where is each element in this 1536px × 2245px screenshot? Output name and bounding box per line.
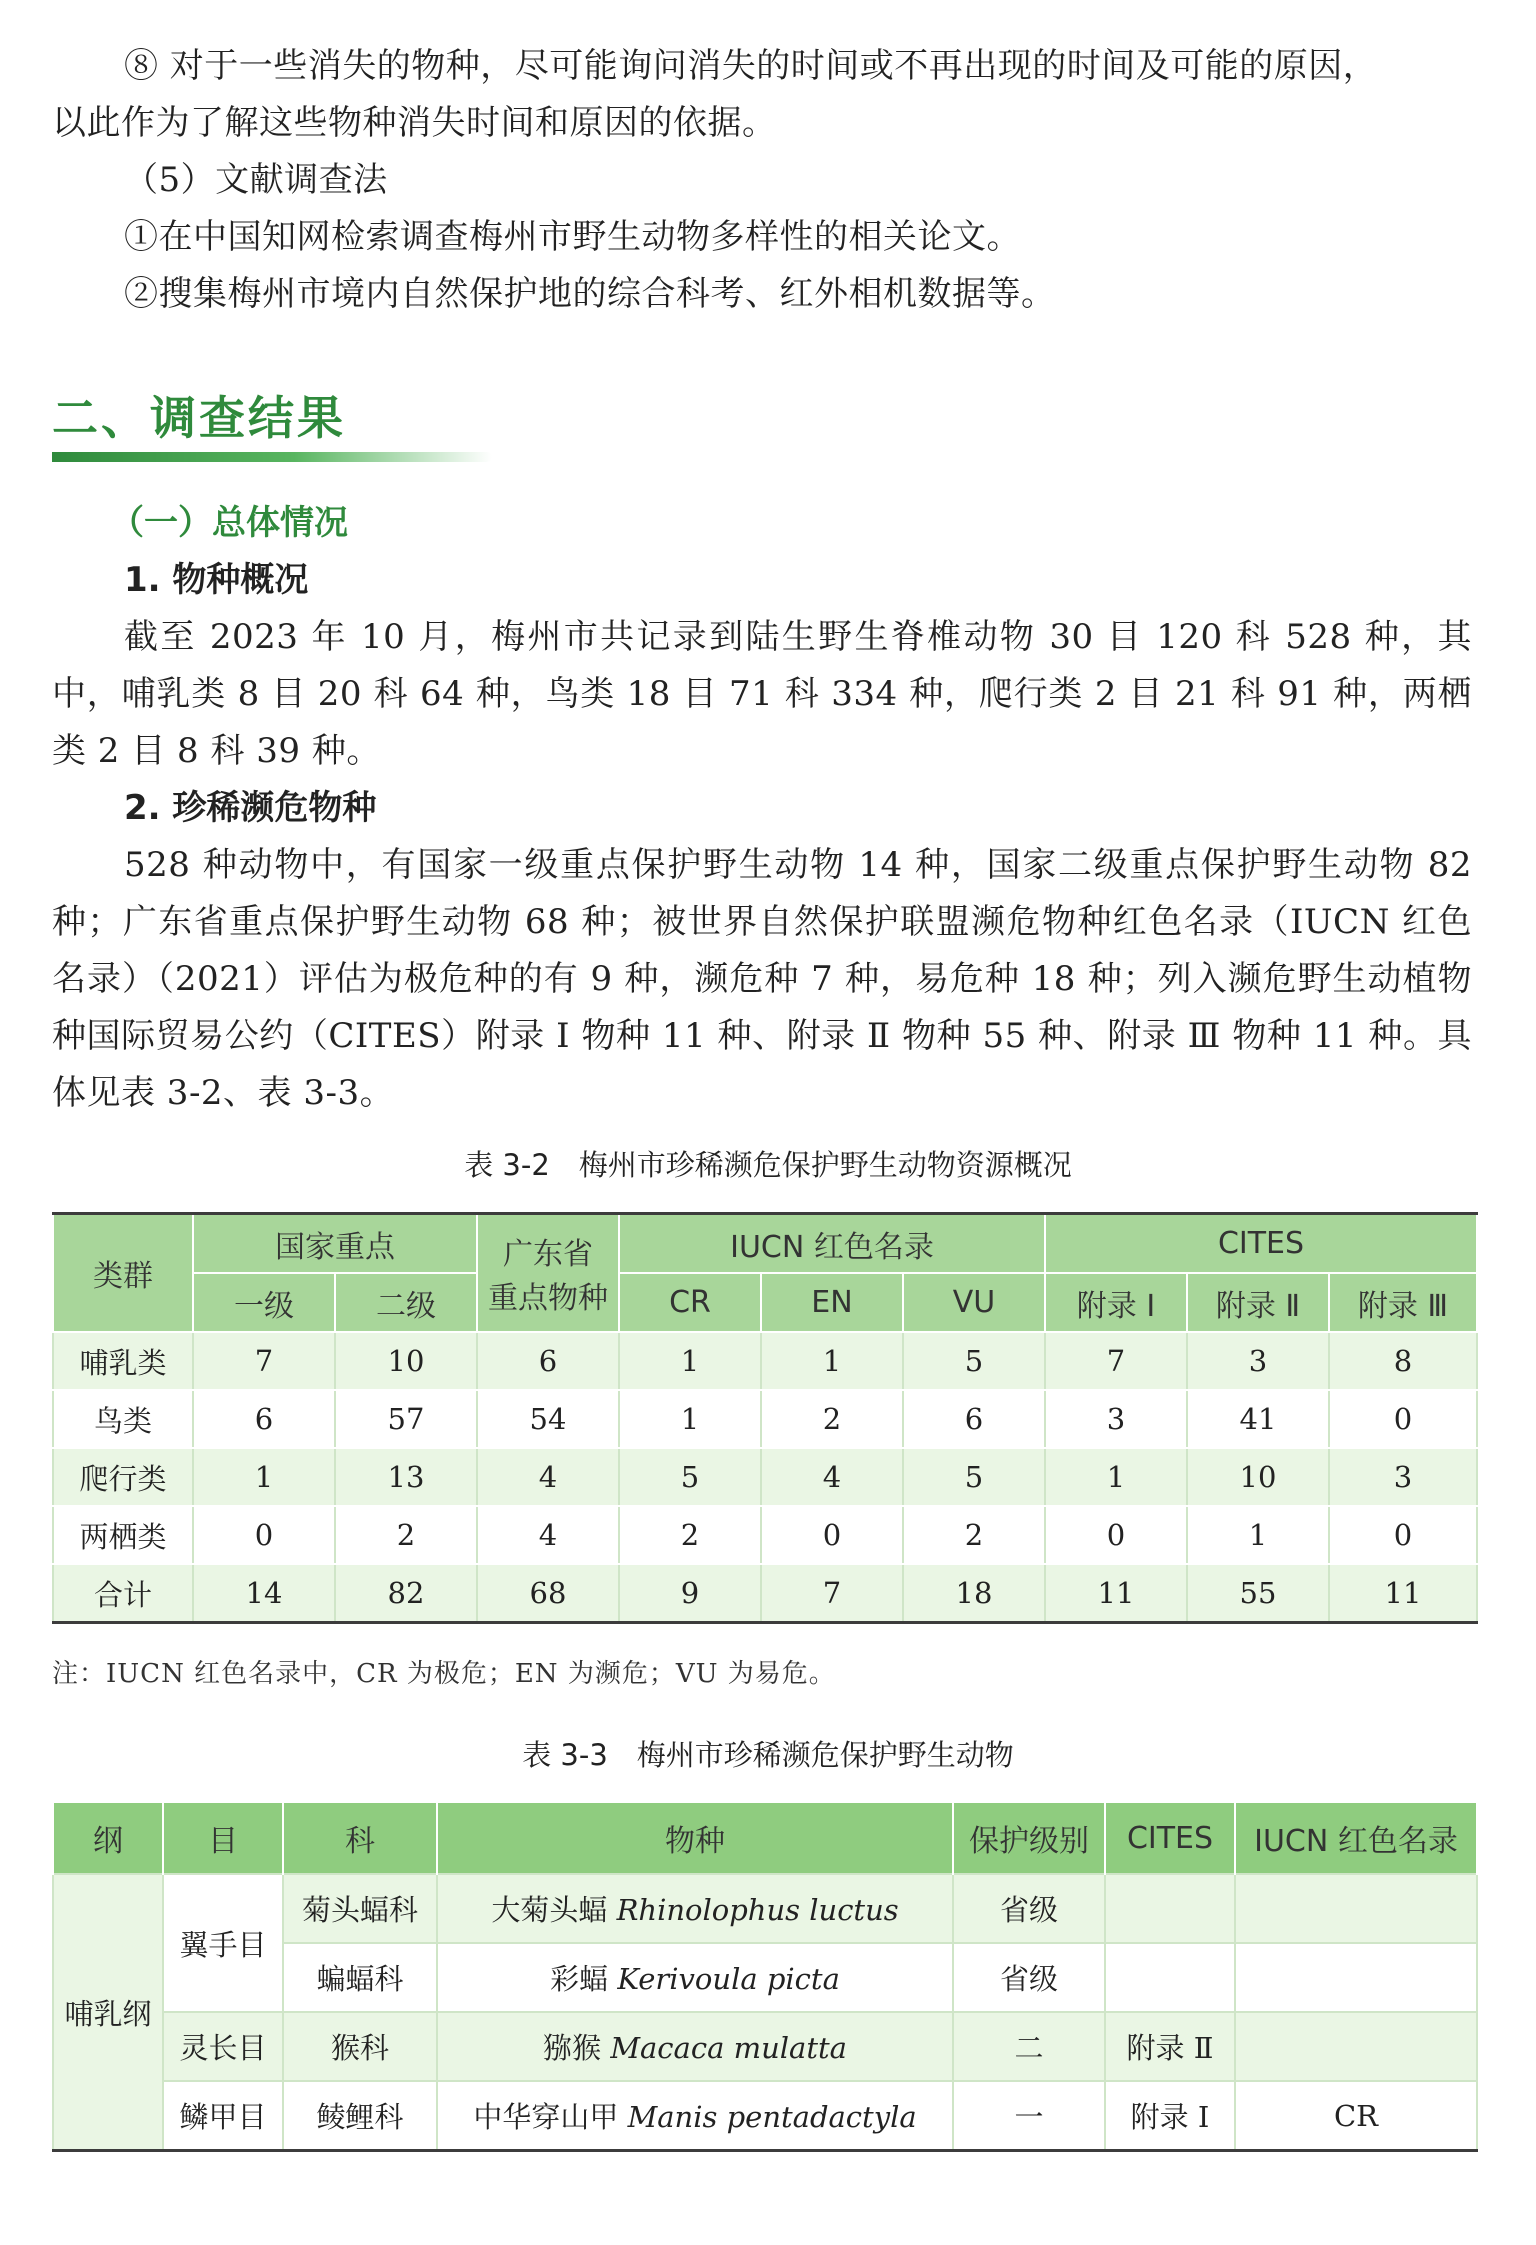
cell-value: 82: [335, 1564, 477, 1623]
cell-group: 合计: [53, 1564, 193, 1623]
species-chinese-name: 中华穿山甲: [473, 2100, 619, 2134]
cell-value: 5: [619, 1448, 761, 1506]
header-guangdong-line1: 广东省: [503, 1237, 593, 1272]
cell-family: 菊头蝠科: [283, 1874, 437, 1943]
cell-family: 蝙蝠科: [283, 1943, 437, 2012]
cell-value: 0: [761, 1506, 903, 1564]
cell-value: 0: [193, 1506, 335, 1564]
cell-group: 两栖类: [53, 1506, 193, 1564]
header-protection-level: 保护级别: [953, 1803, 1105, 1874]
cell-value: 0: [1329, 1390, 1477, 1448]
cell-cites: [1105, 1874, 1235, 1943]
species-latin-name: Macaca mulatta: [610, 2031, 847, 2065]
paragraph-8-line2: 以此作为了解这些物种消失时间和原因的依据。: [52, 103, 777, 143]
cell-order: 鳞甲目: [163, 2081, 283, 2151]
table-3-2-caption: 表 3-2 梅州市珍稀濒危保护野生动物资源概况: [464, 1148, 1072, 1182]
species-latin-name: Kerivoula picta: [617, 1962, 840, 1996]
species-chinese-name: 大菊头蝠: [491, 1893, 608, 1927]
cell-cites: 附录 Ⅱ: [1105, 2012, 1235, 2081]
cell-value: 2: [903, 1506, 1045, 1564]
cell-value: 0: [1045, 1506, 1187, 1564]
cell-order: 灵长目: [163, 2012, 283, 2081]
cell-value: 7: [761, 1564, 903, 1623]
header-group: 类群: [53, 1214, 193, 1333]
method-5-item-2: ②搜集梅州市境内自然保护地的综合科考、红外相机数据等。: [124, 274, 1056, 314]
cell-group: 鸟类: [53, 1390, 193, 1448]
header-en: EN: [761, 1273, 903, 1332]
cell-protection-level: 省级: [953, 1874, 1105, 1943]
cell-iucn: [1235, 1943, 1477, 2012]
cell-value: 4: [761, 1448, 903, 1506]
cell-value: 68: [477, 1564, 619, 1623]
cell-value: 10: [335, 1332, 477, 1390]
cell-value: 4: [477, 1506, 619, 1564]
cell-group: 爬行类: [53, 1448, 193, 1506]
header-vu: VU: [903, 1273, 1045, 1332]
header-appendix-2: 附录 Ⅱ: [1187, 1273, 1329, 1332]
header-class: 纲: [53, 1803, 163, 1874]
cell-order: 翼手目: [163, 1874, 283, 2012]
header-guangdong: [477, 1214, 619, 1333]
cell-value: 7: [1045, 1332, 1187, 1390]
cell-value: 1: [1187, 1506, 1329, 1564]
cell-value: 54: [477, 1390, 619, 1448]
heading-species-overview: 1. 物种概况: [124, 560, 309, 600]
cell-protection-level: 省级: [953, 1943, 1105, 2012]
cell-value: 1: [761, 1332, 903, 1390]
cell-iucn: [1235, 2012, 1477, 2081]
cell-species: [437, 2012, 953, 2081]
cell-family: 猴科: [283, 2012, 437, 2081]
table-3-3-caption: 表 3-3 梅州市珍稀濒危保护野生动物: [522, 1738, 1014, 1772]
cell-value: 4: [477, 1448, 619, 1506]
table-row: [53, 2012, 1477, 2081]
cell-value: 0: [1329, 1506, 1477, 1564]
header-guangdong-line2: 重点物种: [488, 1281, 608, 1316]
cell-value: 5: [903, 1448, 1045, 1506]
cell-value: 7: [193, 1332, 335, 1390]
header-order: 目: [163, 1803, 283, 1874]
cell-value: 6: [477, 1332, 619, 1390]
cell-value: 6: [193, 1390, 335, 1448]
table-3-2: [52, 1212, 1478, 1624]
cell-value: 18: [903, 1564, 1045, 1623]
cell-value: 3: [1329, 1448, 1477, 1506]
cell-iucn: [1235, 1874, 1477, 1943]
cell-value: 41: [1187, 1390, 1329, 1448]
header-iucn: IUCN 红色名录: [1235, 1803, 1477, 1874]
species-chinese-name: 猕猴: [543, 2031, 602, 2065]
header-iucn: IUCN 红色名录: [619, 1214, 1045, 1274]
section-title: 二、调查结果: [52, 391, 346, 445]
header-national-level2: 二级: [335, 1273, 477, 1332]
table-3-2-note: 注：IUCN 红色名录中，CR 为极危；EN 为濒危；VU 为易危。: [52, 1659, 836, 1689]
cell-value: 2: [335, 1506, 477, 1564]
cell-value: 1: [193, 1448, 335, 1506]
table-row: [53, 1506, 1477, 1564]
header-cites: CITES: [1105, 1803, 1235, 1874]
sub-section-title: （一）总体情况: [110, 503, 348, 543]
cell-species: [437, 1874, 953, 1943]
cell-value: 14: [193, 1564, 335, 1623]
cell-value: 3: [1187, 1332, 1329, 1390]
header-appendix-3: 附录 Ⅲ: [1329, 1273, 1477, 1332]
cell-value: 5: [903, 1332, 1045, 1390]
cell-value: 11: [1329, 1564, 1477, 1623]
heading-endangered-species: 2. 珍稀濒危物种: [124, 788, 377, 828]
cell-value: 55: [1187, 1564, 1329, 1623]
header-species: 物种: [437, 1803, 953, 1874]
header-family: 科: [283, 1803, 437, 1874]
species-chinese-name: 彩蝠: [550, 1962, 609, 1996]
cell-value: 57: [335, 1390, 477, 1448]
cell-species: [437, 1943, 953, 2012]
cell-value: 9: [619, 1564, 761, 1623]
cell-group: 哺乳类: [53, 1332, 193, 1390]
cell-protection-level: 一: [953, 2081, 1105, 2151]
table-row: [53, 1332, 1477, 1390]
cell-species: [437, 2081, 953, 2151]
table-row: [53, 1390, 1477, 1448]
cell-family: 鲮鲤科: [283, 2081, 437, 2151]
cell-value: 1: [1045, 1448, 1187, 1506]
paragraph-endangered-species: 528 种动物中，有国家一级重点保护野生动物 14 种，国家二级重点保护野生动物 82 种；广东省重点保护野生动物 68 种；被世界自然保护联盟濒危物种红色名录（IUCN 红色名录）（2021）评估为极危种的有 9 种，濒危种 7 种，易危种 18 种；列入濒危野生动植物种国际贸易公约（CITES）附录 Ⅰ 物种 11 种、附录 Ⅱ 物种 55 种、附录 Ⅲ 物种 11 种。具体见表 3-2、表 3-3。: [52, 845, 1472, 1113]
species-latin-name: Manis pentadactyla: [627, 2100, 917, 2134]
header-national-level1: 一级: [193, 1273, 335, 1332]
cell-cites: 附录 Ⅰ: [1105, 2081, 1235, 2151]
header-cr: CR: [619, 1273, 761, 1332]
cell-protection-level: 二: [953, 2012, 1105, 2081]
cell-value: 13: [335, 1448, 477, 1506]
table-row: [53, 2081, 1477, 2151]
cell-cites: [1105, 1943, 1235, 2012]
method-5-item-1: ①在中国知网检索调查梅州市野生动物多样性的相关论文。: [124, 217, 1021, 257]
cell-value: 2: [761, 1390, 903, 1448]
header-cites: CITES: [1045, 1214, 1477, 1274]
cell-iucn: CR: [1235, 2081, 1477, 2151]
paragraph-8-line1: ⑧ 对于一些消失的物种，尽可能询问消失的时间或不再出现的时间及可能的原因，: [124, 46, 1378, 86]
table-row: [53, 1448, 1477, 1506]
header-appendix-1: 附录 Ⅰ: [1045, 1273, 1187, 1332]
cell-value: 2: [619, 1506, 761, 1564]
cell-value: 11: [1045, 1564, 1187, 1623]
cell-value: 6: [903, 1390, 1045, 1448]
cell-value: 1: [619, 1390, 761, 1448]
header-national: 国家重点: [193, 1214, 477, 1274]
species-latin-name: Rhinolophus luctus: [616, 1893, 899, 1927]
cell-value: 1: [619, 1332, 761, 1390]
cell-value: 8: [1329, 1332, 1477, 1390]
paragraph-species-overview: 截至 2023 年 10 月，梅州市共记录到陆生野生脊椎动物 30 目 120 科 528 种，其中，哺乳类 8 目 20 科 64 种，鸟类 18 目 71 科 334 种，爬行类 2 目 21 科 91 种，两栖类 2 目 8 科 39 种。: [52, 617, 1472, 771]
method-5-heading: （5）文献调查法: [124, 160, 388, 200]
section-underline: [52, 452, 492, 462]
cell-class: 哺乳纲: [53, 1874, 163, 2151]
cell-value: 10: [1187, 1448, 1329, 1506]
table-3-3: [52, 1803, 1478, 2152]
table-row: [53, 1874, 1477, 1943]
table-row-total: [53, 1564, 1477, 1623]
cell-value: 3: [1045, 1390, 1187, 1448]
